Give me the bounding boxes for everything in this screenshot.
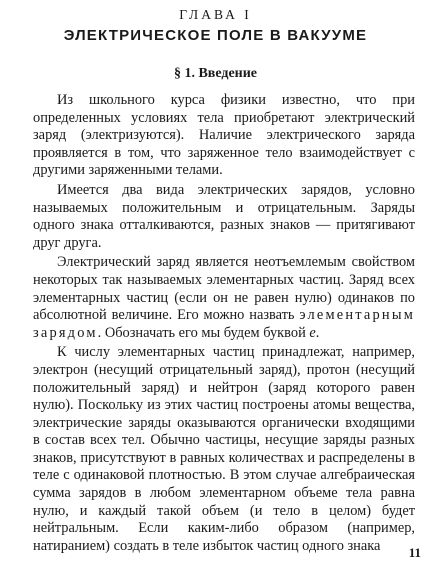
paragraph-3-text-a: Электрический заряд является неотъемлемым свойством некоторых так называемых элементарных частиц. Заряд всех элементарных частиц (если он не равен нулю) одинаков по абсолютной величине. Его можно назвать: [33, 254, 415, 324]
section-heading: § 1. Введение: [173, 66, 258, 81]
paragraph-2: Имеется два вида электрических зарядов, условно называемых положительным и отрицательным. Заряды одного знака отталкиваются, разных знаков — притягивают друг друга.: [33, 181, 415, 251]
elementary-charge-term: элементарным зарядом: [33, 307, 415, 341]
page-number: 11: [408, 545, 421, 560]
paragraph-1: Из школьного курса физики известно, что при определенных условиях тела приобретают электрический заряд (электризуются). Наличие электрического заряда проявляется в том, что заряженное тело взаимодействует с другими заряженными телами.: [33, 92, 415, 179]
charge-symbol: e: [309, 324, 316, 341]
paragraph-3: [33, 254, 415, 342]
chapter-label: ГЛАВА I: [179, 7, 252, 22]
paragraph-4: К числу элементарных частиц принадлежат, например, электрон (несущий отрицательный заряд), протон (несущий положительный заряд) и нейтрон (заряд которого равен нулю). Поскольку из этих частиц построены атомы вещества, электрические заряды оказываются органически входящими в состав всех тел. Обычно частицы, несущие заряды разных знаков, присутствуют в равных количествах и распределены в теле с одинаковой плотностью. В этом случае алгебраическая сумма зарядов в любом элементарном объеме тела равна нулю, и каждый такой объем (и тело в целом) будет нейтральным. Если каким-либо образом (например, натиранием) создать в теле избыток частиц одного знака: [33, 344, 415, 554]
chapter-title: ЭЛЕКТРИЧЕСКОЕ ПОЛЕ В ВАКУУМЕ: [63, 27, 368, 44]
paragraph-3-text-b: . Обозначать его мы будем буквой: [97, 324, 310, 341]
body-text: [33, 92, 415, 555]
paragraph-3-text-c: .: [315, 324, 320, 341]
